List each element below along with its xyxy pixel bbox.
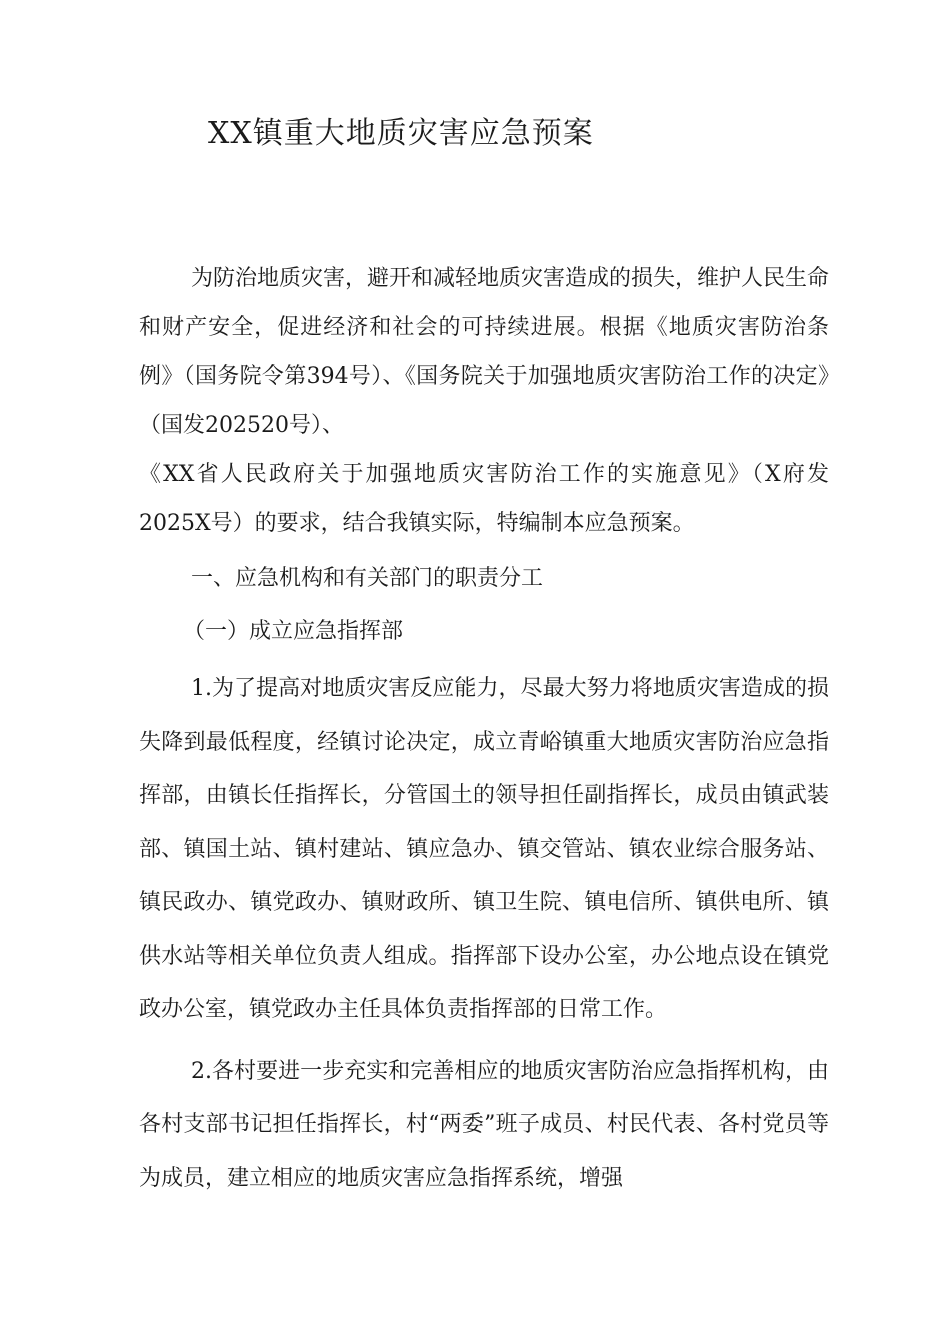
item-2-paragraph: 2.各村要进一步充实和完善相应的地质灾害防治应急指挥机构，由各村支部书记担任指挥长，村“两委”班子成员、村民代表、各村党员等为成员，建立相应的地质灾害应急指挥系统，增强	[139, 1058, 829, 1191]
section-heading: 一、应急机构和有关部门的职责分工	[191, 566, 544, 591]
intro-paragraph-continued: 《XX省人民政府关于加强地质灾害防治工作的实施意见》（X府发2025X号）的要求，结合我镇实际，特编制本应急预案。	[139, 462, 829, 536]
document-title: XX镇重大地质灾害应急预案	[208, 116, 594, 151]
intro-paragraph: 为防治地质灾害，避开和减轻地质灾害造成的损失，维护人民生命和财产安全，促进经济和社会的可持续进展。根据《地质灾害防治条例》（国务院令第394号）、《国务院关于加强地质灾害防治工作的决定》（国发202520号）、	[139, 266, 830, 438]
section-subheading: （一）成立应急指挥部	[183, 619, 404, 644]
item-1-paragraph: 1.为了提高对地质灾害反应能力，尽最大努力将地质灾害造成的损失降到最低程度，经镇讨论决定，成立青峪镇重大地质灾害防治应急指挥部，由镇长任指挥长，分管国土的领导担任副指挥长，成员由镇武装部、镇国土站、镇村建站、镇应急办、镇交管站、镇农业综合服务站、镇民政办、镇党政办、镇财政所、镇卫生院、镇电信所、镇供电所、镇供水站等相关单位负责人组成。指挥部下设办公室，办公地点设在镇党政办公室，镇党政办主任具体负责指挥部的日常工作。	[139, 676, 829, 1022]
document-body	[139, 254, 829, 1205]
